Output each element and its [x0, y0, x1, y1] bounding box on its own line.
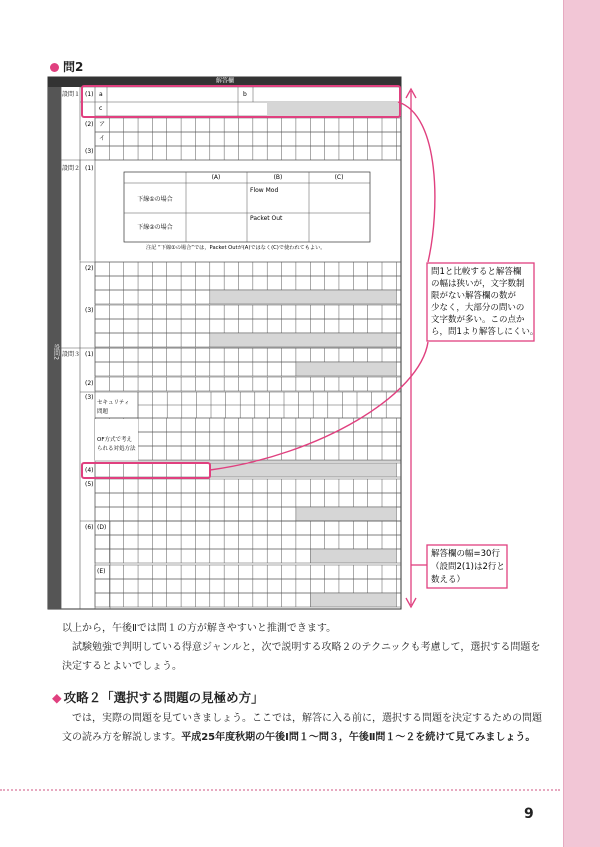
q3-n6: (6) — [85, 524, 94, 531]
q3-n4: (4) — [85, 467, 94, 474]
label-b: b — [243, 91, 247, 98]
q1-label: 設問１ — [62, 91, 81, 98]
table-row2-B: Packet Out — [250, 215, 283, 222]
label-c: c — [99, 105, 103, 112]
q2-label: 設問２ — [62, 165, 81, 172]
q3-n2: (2) — [85, 380, 94, 387]
of-label-1: OF方式で考え — [97, 437, 132, 443]
label-E: (E) — [97, 568, 106, 575]
shaded-cells — [296, 507, 396, 521]
table-row2-label: 下線②の場合 — [137, 224, 173, 231]
callout1-line3: 限がない解答欄の数が — [431, 291, 517, 301]
shaded-cells — [267, 102, 401, 116]
callout1-line4: 少なく，大部分の問いの — [431, 303, 525, 313]
table-col-B: (B) — [273, 174, 283, 181]
curve-arrow-upper — [398, 102, 435, 262]
table-col-C: (C) — [334, 174, 344, 181]
sheet-header: 解答欄 — [215, 77, 235, 85]
security-label-2: 問題 — [97, 409, 109, 415]
shaded-cells — [210, 290, 397, 304]
highlight-box-q3-4 — [82, 463, 210, 478]
diamond-bullet-icon: ◆ — [52, 690, 62, 705]
q3-n1: (1) — [85, 351, 94, 358]
curve-arrow-lower — [210, 342, 428, 470]
subheading-text: 攻略２「選択する問題の見極め方」 — [63, 690, 264, 705]
table-col-A: (A) — [211, 174, 221, 181]
q3-n5: (5) — [85, 481, 94, 488]
subheading — [52, 688, 264, 706]
security-label-1: セキュリティ — [97, 400, 130, 406]
callout1-line6: ら，問1より解答しにくい。 — [431, 327, 539, 337]
callout1-line2: の幅は狭いが，文字数制 — [431, 279, 525, 289]
table-row1-B: Flow Mod — [250, 187, 279, 194]
paragraph-3-normal: では，実際の問題を見ていきましょう。ここでは，解答に入る前に，選択する問題を決定するための問題文の読み方を解説します。 — [62, 713, 542, 743]
page-number: 9 — [524, 806, 534, 822]
shaded-cells — [310, 593, 396, 607]
shaded-cells — [310, 549, 396, 563]
label-a: a — [99, 91, 103, 98]
callout1-line5: 文字数が多い。この点か — [431, 315, 525, 325]
callout1-line1: 問1と比較すると解答欄 — [431, 267, 522, 277]
q2-n3: (3) — [85, 307, 94, 314]
q1-n3: (3) — [85, 148, 94, 155]
q3-label: 設問３ — [62, 351, 81, 358]
of-label-2: られる対処方法 — [97, 446, 136, 452]
paragraph-2: 試験勉強で判明している得意ジャンルと，次で説明する攻略２のテクニックも考慮して，選択する問題を決定するとよいでしょう。 — [62, 642, 541, 672]
q1-n2: (2) — [85, 121, 94, 128]
dotted-divider — [0, 789, 560, 791]
table-row1-label: 下線①の場合 — [137, 196, 173, 203]
table-note: 注記 “下線①の場合”では，Packet Outが(A)ではなく(C)で使われてもよい。 — [146, 245, 326, 251]
paragraph-3-bold: 平成25年度秋期の午後Ⅰ問１〜問３，午後Ⅱ問１〜２を続けて見てみましょう。 — [181, 732, 536, 743]
paragraph-3 — [62, 709, 548, 747]
shaded-cells — [296, 362, 396, 376]
q3-n3: (3) — [85, 394, 94, 401]
callout2-line2: （設問2(1)は2行と — [431, 562, 505, 572]
callout2-line3: 数える） — [431, 575, 466, 585]
answer-labels — [53, 77, 344, 576]
section-heading-text: 問2 — [63, 60, 84, 74]
callout2-line1: 解答欄の幅=30行 — [431, 549, 500, 559]
label-D: (D) — [97, 524, 107, 531]
q1-n1: (1) — [85, 91, 94, 98]
side-label: 設問2 — [52, 344, 60, 360]
q2-n1: (1) — [85, 165, 94, 172]
shaded-cells — [210, 333, 397, 347]
q2-n2: (2) — [85, 265, 94, 272]
label-ii: イ — [99, 135, 106, 142]
label-i: ア — [99, 121, 106, 128]
paragraph-1: 以上から，午後Ⅱでは問１の方が解きやすいと推測できます。 — [62, 623, 337, 634]
